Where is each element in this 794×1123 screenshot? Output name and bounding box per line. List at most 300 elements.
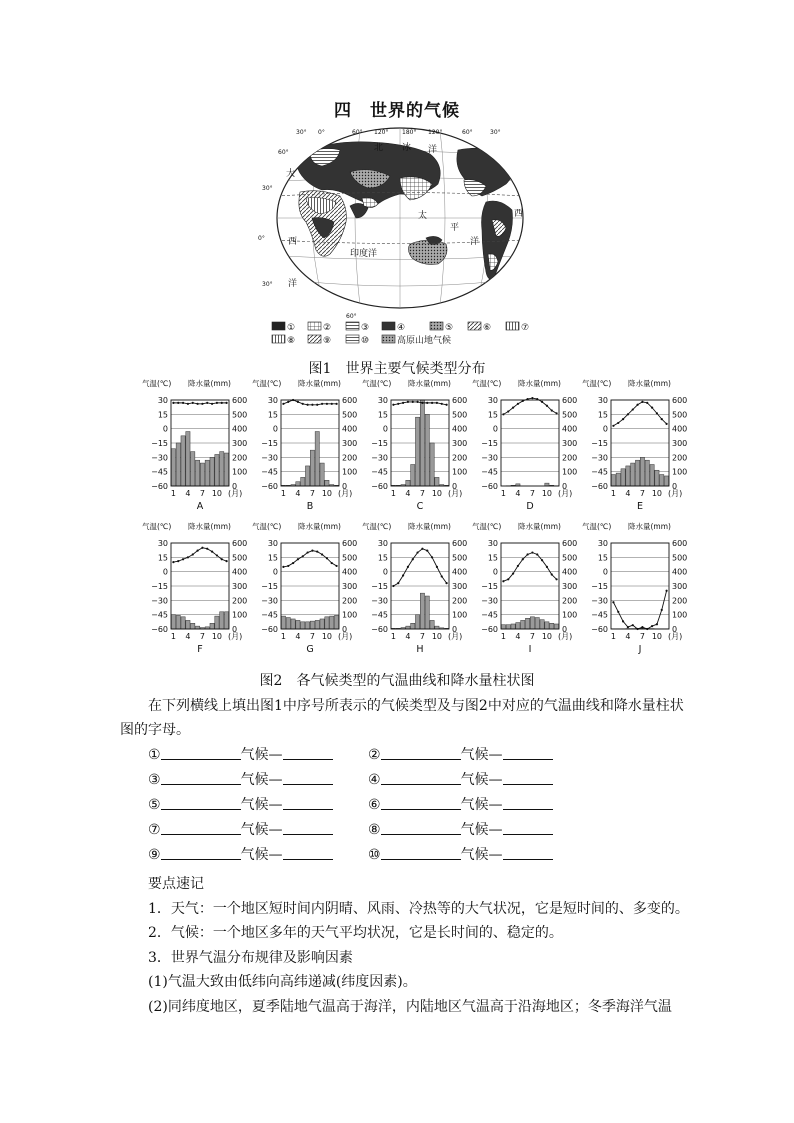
chart-precip-axis-label: 降水量(mm) [628, 379, 671, 388]
temp-point [335, 565, 337, 567]
chart-temp-tick: −45 [371, 467, 388, 477]
temp-point [517, 565, 519, 567]
temp-point [306, 404, 308, 406]
question-number: ⑨ [148, 847, 161, 863]
answer-blank-climate[interactable] [381, 770, 461, 785]
answer-blank-climate[interactable] [381, 845, 461, 860]
chart-temp-tick: 0 [492, 424, 498, 434]
precip-bar [320, 619, 324, 629]
chart-precip-tick: 0 [452, 482, 458, 491]
answer-blank-climate[interactable] [381, 745, 461, 760]
chart-precip-tick: 500 [232, 410, 248, 420]
figure-1-caption: 图1 世界主要气候类型分布 [308, 361, 486, 377]
precip-bar [525, 618, 529, 629]
legend-label: ③ [361, 323, 370, 333]
precip-bar [516, 623, 520, 629]
temp-point [502, 580, 504, 582]
chart-precip-tick: 0 [232, 482, 238, 491]
temp-point [661, 609, 663, 611]
temp-point [531, 397, 533, 399]
temp-point [402, 574, 404, 576]
question-mid-text: 气候— [460, 797, 503, 813]
temp-point [206, 402, 208, 404]
map-legend [272, 322, 529, 346]
map-lat-label: 0° [258, 235, 265, 242]
precip-bar [310, 450, 314, 486]
precip-bar [411, 623, 415, 629]
map-lon-label: 120° [428, 129, 443, 136]
answer-blank-letter[interactable] [283, 770, 333, 785]
chart-temp-tick: 30 [487, 396, 498, 405]
temp-line [173, 548, 226, 562]
chart-temp-tick: 30 [597, 539, 608, 548]
temp-point [287, 565, 289, 567]
map-water-label: 太 [418, 211, 428, 221]
precip-bar [540, 620, 544, 629]
chart-month-tick: 4 [295, 632, 301, 641]
chart-precip-tick: 200 [452, 453, 468, 463]
chart-month-tick: 10 [651, 489, 663, 498]
chart-month-tick: 4 [515, 489, 521, 498]
temp-point [555, 578, 557, 580]
chart-precip-tick: 200 [562, 453, 578, 463]
temp-line [503, 553, 556, 582]
precip-bar [660, 475, 664, 486]
chart-month-tick: 1 [610, 489, 616, 498]
temp-point [211, 551, 213, 553]
legend-swatch [308, 322, 321, 330]
chart-month-tick: 10 [321, 632, 333, 641]
question-mid-text: 气候— [240, 772, 283, 788]
chart-precip-tick: 300 [562, 439, 578, 448]
chart-precip-axis-label: 降水量(mm) [188, 379, 231, 388]
temp-point [612, 425, 614, 427]
precip-bar [425, 414, 429, 486]
climate-charts [140, 378, 700, 668]
answer-blank-letter[interactable] [283, 745, 333, 760]
answer-blank-letter[interactable] [503, 770, 553, 785]
temp-point [651, 625, 653, 627]
temp-point [177, 402, 179, 404]
chart-precip-tick: 400 [232, 567, 248, 577]
precip-bar [521, 620, 525, 629]
temp-point [201, 547, 203, 549]
temp-point [316, 404, 318, 406]
chart-temp-tick: 30 [157, 396, 168, 405]
chart-precip-tick: 500 [452, 553, 468, 563]
answer-blank-climate[interactable] [161, 770, 241, 785]
map-lon-label: 30° [296, 129, 307, 136]
chart-temp-tick: 0 [492, 567, 498, 577]
temp-point [555, 412, 557, 414]
chart-temp-tick: −15 [371, 439, 388, 448]
precip-bar [305, 622, 309, 629]
answer-blank-climate[interactable] [161, 745, 241, 760]
precip-bar [186, 620, 190, 629]
temp-point [192, 402, 194, 404]
chart-precip-tick: 600 [672, 396, 688, 405]
question-row [148, 769, 588, 794]
chart-temp-tick: −45 [591, 610, 608, 620]
precip-bar [305, 466, 309, 486]
chart-month-tick: 1 [280, 632, 286, 641]
chart-month-tick: 4 [405, 632, 411, 641]
chart-month-unit: (月) [558, 489, 573, 498]
chart-precip-tick: 500 [232, 553, 248, 563]
chart-precip-tick: 200 [672, 596, 688, 606]
precip-bar [430, 443, 434, 486]
chart-temp-axis-label: 气温(℃) [472, 379, 502, 388]
chart-temp-tick: −60 [151, 625, 168, 634]
chart-temp-tick: −15 [261, 439, 278, 448]
question-number: ⑤ [148, 797, 161, 813]
chart-precip-tick: 200 [232, 453, 248, 463]
notes-line: 3．世界气温分布规律及影响因素 [148, 949, 353, 966]
answer-blank-climate[interactable] [161, 820, 241, 835]
chart-temp-axis-label: 气温(℃) [142, 379, 172, 388]
temp-point [445, 582, 447, 584]
instruction-text: 在下列横线上填出图1中序号所表示的气候类型及与图2中对应的气温曲线和降水量柱状图的字母。 [120, 698, 684, 738]
temp-point [436, 566, 438, 568]
chart-temp-axis-label: 气温(℃) [142, 522, 172, 531]
chart-temp-tick: −15 [591, 582, 608, 591]
precip-bar [420, 400, 424, 486]
chart-temp-axis-label: 气温(℃) [252, 379, 282, 388]
temp-point [326, 557, 328, 559]
temp-point [636, 404, 638, 406]
temp-point [225, 560, 227, 562]
chart-temp-tick: −45 [481, 467, 498, 477]
chart-precip-tick: 300 [452, 439, 468, 448]
precip-bar [310, 621, 314, 629]
chart-precip-tick: 100 [562, 467, 578, 477]
chart-temp-tick: 30 [267, 539, 278, 548]
chart-precip-tick: 500 [452, 410, 468, 420]
precip-bar [545, 622, 549, 629]
answer-blank-climate[interactable] [161, 795, 241, 810]
answer-blank-letter[interactable] [503, 745, 553, 760]
temp-point [512, 572, 514, 574]
precip-bar [406, 480, 410, 486]
chart-precip-tick: 400 [342, 567, 358, 577]
precip-bar [530, 617, 534, 629]
temp-point [512, 407, 514, 409]
chart-precip-tick: 400 [672, 567, 688, 577]
question-number: ⑧ [368, 822, 381, 838]
answer-blank-climate[interactable] [161, 845, 241, 860]
precip-bar [315, 620, 319, 629]
chart-precip-tick: 0 [342, 625, 348, 634]
chart-letter-label: A [196, 501, 204, 512]
chart-temp-axis-label: 气温(℃) [252, 522, 282, 531]
answer-blank-letter[interactable] [283, 845, 333, 860]
chart-precip-tick: 300 [232, 439, 248, 448]
chart-precip-tick: 0 [452, 625, 458, 634]
temp-point [407, 401, 409, 403]
page-title: 四 世界的气候 [334, 101, 460, 121]
temp-point [421, 402, 423, 404]
legend-label: ④ [397, 323, 406, 333]
legend-swatch [272, 335, 285, 343]
temp-point [656, 412, 658, 414]
chart-month-tick: 7 [309, 632, 315, 641]
temp-point [221, 402, 223, 404]
precip-bar [645, 460, 649, 486]
chart-month-tick: 10 [541, 632, 553, 641]
map-lon-label: 120° [374, 129, 389, 136]
chart-precip-tick: 100 [452, 467, 468, 477]
temp-point [221, 558, 223, 560]
chart-month-tick: 4 [185, 632, 191, 641]
chart-precip-tick: 100 [562, 610, 578, 620]
chart-temp-tick: −30 [371, 453, 388, 463]
legend-swatch [506, 322, 519, 330]
chart-month-unit: (月) [448, 632, 463, 641]
chart-month-tick: 10 [211, 632, 223, 641]
chart-precip-tick: 300 [562, 582, 578, 591]
question-row [148, 819, 588, 844]
chart-temp-tick: −60 [261, 482, 278, 491]
map-water-label: 洋 [470, 237, 480, 247]
temp-point [311, 404, 313, 406]
figure-2-caption: 图2 各气候类型的气温曲线和降水量柱状图 [259, 673, 535, 689]
chart-month-unit: (月) [228, 632, 243, 641]
answer-blank-letter[interactable] [503, 820, 553, 835]
temp-point [216, 402, 218, 404]
chart-temp-tick: 15 [377, 410, 388, 420]
chart-temp-tick: 0 [602, 424, 608, 434]
temp-point [192, 553, 194, 555]
chart-precip-tick: 100 [672, 610, 688, 620]
chart-temp-tick: 15 [597, 410, 608, 420]
temp-point [617, 611, 619, 613]
chart-temp-tick: −45 [261, 610, 278, 620]
precip-bar [200, 463, 204, 486]
notes-line: 2．气候：一个地区多年的天气平均状况，它是长时间的、稳定的。 [148, 925, 563, 942]
precip-bar [411, 465, 415, 487]
temp-point [526, 553, 528, 555]
precip-bar [205, 460, 209, 486]
chart-month-tick: 7 [419, 632, 425, 641]
key-notes [148, 872, 708, 1020]
chart-precip-tick: 0 [562, 625, 568, 634]
temp-point [321, 553, 323, 555]
chart-temp-tick: 30 [157, 539, 168, 548]
question-mid-text: 气候— [460, 822, 503, 838]
temp-point [172, 561, 174, 563]
temp-point [282, 403, 284, 405]
temp-point [546, 566, 548, 568]
legend-swatch [468, 322, 481, 330]
chart-precip-tick: 600 [672, 539, 688, 548]
temp-point [182, 402, 184, 404]
chart-temp-tick: −60 [591, 482, 608, 491]
precip-bar [215, 454, 219, 486]
chart-precip-tick: 400 [232, 424, 248, 434]
legend-swatch [346, 322, 359, 330]
answer-blank-climate[interactable] [381, 820, 461, 835]
chart-month-tick: 10 [431, 632, 443, 641]
temp-point [641, 626, 643, 628]
chart-month-tick: 1 [390, 632, 396, 641]
precip-bar [616, 473, 620, 486]
question-number: ⑦ [148, 822, 161, 838]
legend-swatch [382, 335, 395, 343]
temp-line [503, 398, 556, 414]
chart-precip-axis-label: 降水量(mm) [408, 522, 451, 531]
chart-precip-tick: 200 [342, 453, 358, 463]
chart-letter-label: I [528, 644, 532, 655]
precip-bar [334, 615, 338, 629]
temp-point [331, 562, 333, 564]
temp-line [393, 402, 446, 405]
chart-temp-tick: −45 [151, 610, 168, 620]
precip-bar [210, 623, 214, 629]
chart-letter-label: B [306, 501, 314, 512]
chart-temp-tick: 0 [382, 567, 388, 577]
question-row [148, 744, 588, 769]
temp-point [551, 409, 553, 411]
temp-point [665, 590, 667, 592]
chart-temp-tick: 0 [272, 424, 278, 434]
temp-line [173, 403, 226, 404]
chart-month-tick: 7 [419, 489, 425, 498]
temp-point [656, 623, 658, 625]
temp-point [431, 402, 433, 404]
precip-bar [296, 620, 300, 629]
chart-temp-tick: 15 [267, 553, 278, 563]
chart-letter-label: D [526, 501, 534, 512]
temp-point [546, 405, 548, 407]
chart-month-tick: 4 [185, 489, 191, 498]
temp-point [187, 403, 189, 405]
precip-bar [281, 616, 285, 629]
chart-temp-tick: −60 [261, 625, 278, 634]
chart-temp-tick: 0 [272, 567, 278, 577]
precip-bar [186, 432, 190, 486]
chart-letter-label: G [306, 644, 314, 655]
chart-temp-tick: −60 [371, 482, 388, 491]
chart-temp-tick: 15 [157, 553, 168, 563]
chart-temp-tick: −45 [371, 610, 388, 620]
legend-swatch [430, 322, 443, 330]
chart-month-unit: (月) [338, 489, 353, 498]
chart-temp-tick: −45 [481, 610, 498, 620]
notes-line: (1)气温大致由低纬向高纬递减(纬度因素)。 [148, 974, 417, 991]
chart-temp-tick: 15 [487, 553, 498, 563]
chart-precip-tick: 600 [232, 539, 248, 548]
temp-point [392, 404, 394, 406]
precip-bar [435, 477, 439, 486]
precip-bar [415, 417, 419, 486]
chart-precip-tick: 300 [672, 582, 688, 591]
precip-bar [631, 463, 635, 486]
temp-point [507, 410, 509, 412]
temp-point [665, 423, 667, 425]
chart-precip-tick: 100 [232, 467, 248, 477]
temp-point [292, 562, 294, 564]
map-water-label: 西 [514, 209, 524, 219]
map-water-label: 印度洋 [350, 249, 378, 259]
map-water-label: 大 [286, 169, 296, 179]
chart-month-tick: 1 [170, 632, 176, 641]
answer-blank-climate[interactable] [381, 795, 461, 810]
question-grid [148, 744, 588, 869]
temp-point [622, 620, 624, 622]
chart-month-unit: (月) [668, 489, 683, 498]
chart-precip-tick: 400 [562, 567, 578, 577]
answer-blank-letter[interactable] [503, 795, 553, 810]
precip-bar [171, 449, 175, 486]
temp-line [393, 549, 446, 586]
temp-point [316, 551, 318, 553]
answer-blank-letter[interactable] [283, 820, 333, 835]
temp-point [416, 401, 418, 403]
precip-bar [511, 624, 515, 629]
precip-bar [286, 618, 290, 629]
chart-precip-tick: 0 [232, 625, 238, 634]
precip-bar [291, 619, 295, 629]
temp-point [617, 422, 619, 424]
chart-letter-label: E [636, 501, 644, 512]
chart-letter-label: C [416, 501, 424, 512]
answer-blank-letter[interactable] [503, 845, 553, 860]
chart-temp-tick: 0 [162, 567, 168, 577]
chart-letter-label: H [416, 644, 424, 655]
chart-precip-tick: 0 [672, 625, 678, 634]
chart-temp-tick: −15 [481, 582, 498, 591]
chart-precip-tick: 0 [672, 482, 678, 491]
temp-point [335, 403, 337, 405]
temp-line [613, 591, 666, 629]
precip-bar [325, 617, 329, 629]
map-water-label: 西 [288, 237, 298, 247]
question-number: ⑩ [368, 847, 381, 863]
chart-precip-tick: 200 [672, 453, 688, 463]
temp-point [412, 401, 414, 403]
legend-label: 高原山地气候 [397, 336, 452, 346]
chart-temp-tick: −45 [151, 467, 168, 477]
temp-point [431, 556, 433, 558]
chart-temp-tick: −15 [151, 582, 168, 591]
chart-temp-tick: −15 [151, 439, 168, 448]
chart-month-tick: 7 [199, 489, 205, 498]
chart-month-tick: 4 [515, 632, 521, 641]
legend-swatch [382, 322, 395, 330]
chart-temp-tick: −45 [591, 467, 608, 477]
precip-bar [611, 475, 615, 486]
chart-temp-tick: 15 [597, 553, 608, 563]
temp-point [302, 403, 304, 405]
chart-temp-tick: 15 [157, 410, 168, 420]
chart-temp-tick: 30 [487, 539, 498, 548]
chart-month-tick: 7 [309, 489, 315, 498]
chart-temp-tick: 30 [597, 396, 608, 405]
legend-label: ⑧ [287, 336, 296, 346]
chart-precip-tick: 0 [562, 482, 568, 491]
chart-temp-tick: −60 [591, 625, 608, 634]
temp-point [331, 403, 333, 405]
precip-bar [415, 615, 419, 629]
temp-point [326, 403, 328, 405]
precip-bar [176, 615, 180, 629]
answer-blank-letter[interactable] [283, 795, 333, 810]
chart-month-tick: 10 [321, 489, 333, 498]
chart-precip-tick: 600 [452, 539, 468, 548]
legend-swatch [308, 335, 321, 343]
chart-precip-tick: 500 [342, 410, 358, 420]
chart-month-tick: 1 [610, 632, 616, 641]
